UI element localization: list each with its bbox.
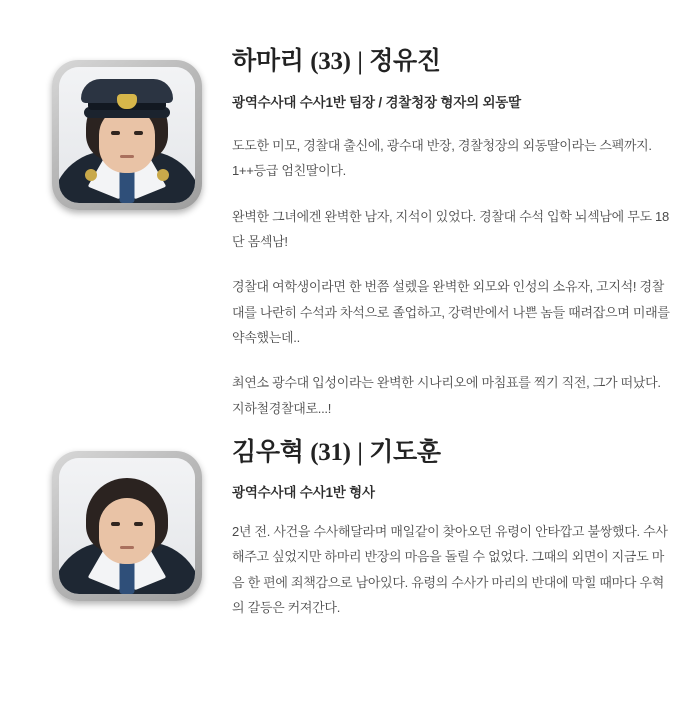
description-paragraph: 2년 전. 사건을 수사해달라며 매일같이 찾아오던 유령이 안타깝고 불쌍했다. 수사해주고 싶었지만 하마리 반장의 마음을 돌릴 수 없었다. 그때의 외면이 지금도 마음 한 편에 죄책감으로 남아있다. 유령의 수사가 마리의 반대에 막힐 때마다 우혁의 갈등은 커져간다. [232, 524, 668, 616]
character-name: 하마리 [232, 47, 304, 75]
photo-inner [59, 458, 195, 594]
character-role: 광역수사대 수사1반 팀장 / 경찰청장 형자의 외동딸 [232, 95, 521, 110]
character-name: 김우혁 [232, 438, 304, 467]
character-photo [52, 42, 202, 210]
character-text-column [232, 433, 670, 620]
character-role: 광역수사대 수사1반 형사 [232, 485, 375, 501]
actor-name: 기도훈 [369, 438, 441, 467]
portrait-illustration-female-officer [59, 67, 195, 203]
character-description [232, 133, 670, 421]
name-separator: | [357, 439, 363, 467]
character-name-heading [232, 46, 670, 77]
portrait-illustration-male-detective [59, 458, 195, 594]
name-separator: | [357, 48, 363, 75]
character-profile-card [0, 421, 700, 620]
character-photo [52, 433, 202, 601]
character-age: (31) [310, 439, 351, 467]
character-description [232, 519, 670, 620]
description-paragraph: 경찰대 여학생이라면 한 번쯤 설렜을 완벽한 외모와 인성의 소유자, 고지석! 경찰대를 나란히 수석과 차석으로 졸업하고, 강력반에서 나쁜 놈들 때려잡으며 미래를 약속했는데.. [232, 279, 670, 346]
description-paragraph: 최연소 광수대 입성이라는 완벽한 시나리오에 마침표를 찍기 직전, 그가 떠났다. 지하철경찰대로...! [232, 375, 661, 416]
character-text-column [232, 42, 670, 421]
photo-frame [52, 451, 202, 601]
description-paragraph: 완벽한 그녀에겐 완벽한 남자, 지석이 있었다. 경찰대 수석 입학 뇌섹남에 무도 18단 몸섹남! [232, 208, 669, 250]
actor-name: 정유진 [369, 47, 441, 75]
photo-inner [59, 67, 195, 203]
character-name-heading [232, 437, 670, 468]
character-age: (33) [310, 48, 351, 75]
description-paragraph: 도도한 미모, 경찰대 출신에, 광수대 반장, 경찰청장의 외동딸이라는 스펙까지. 1++등급 엄친딸이다. [232, 138, 652, 179]
photo-frame [52, 60, 202, 210]
